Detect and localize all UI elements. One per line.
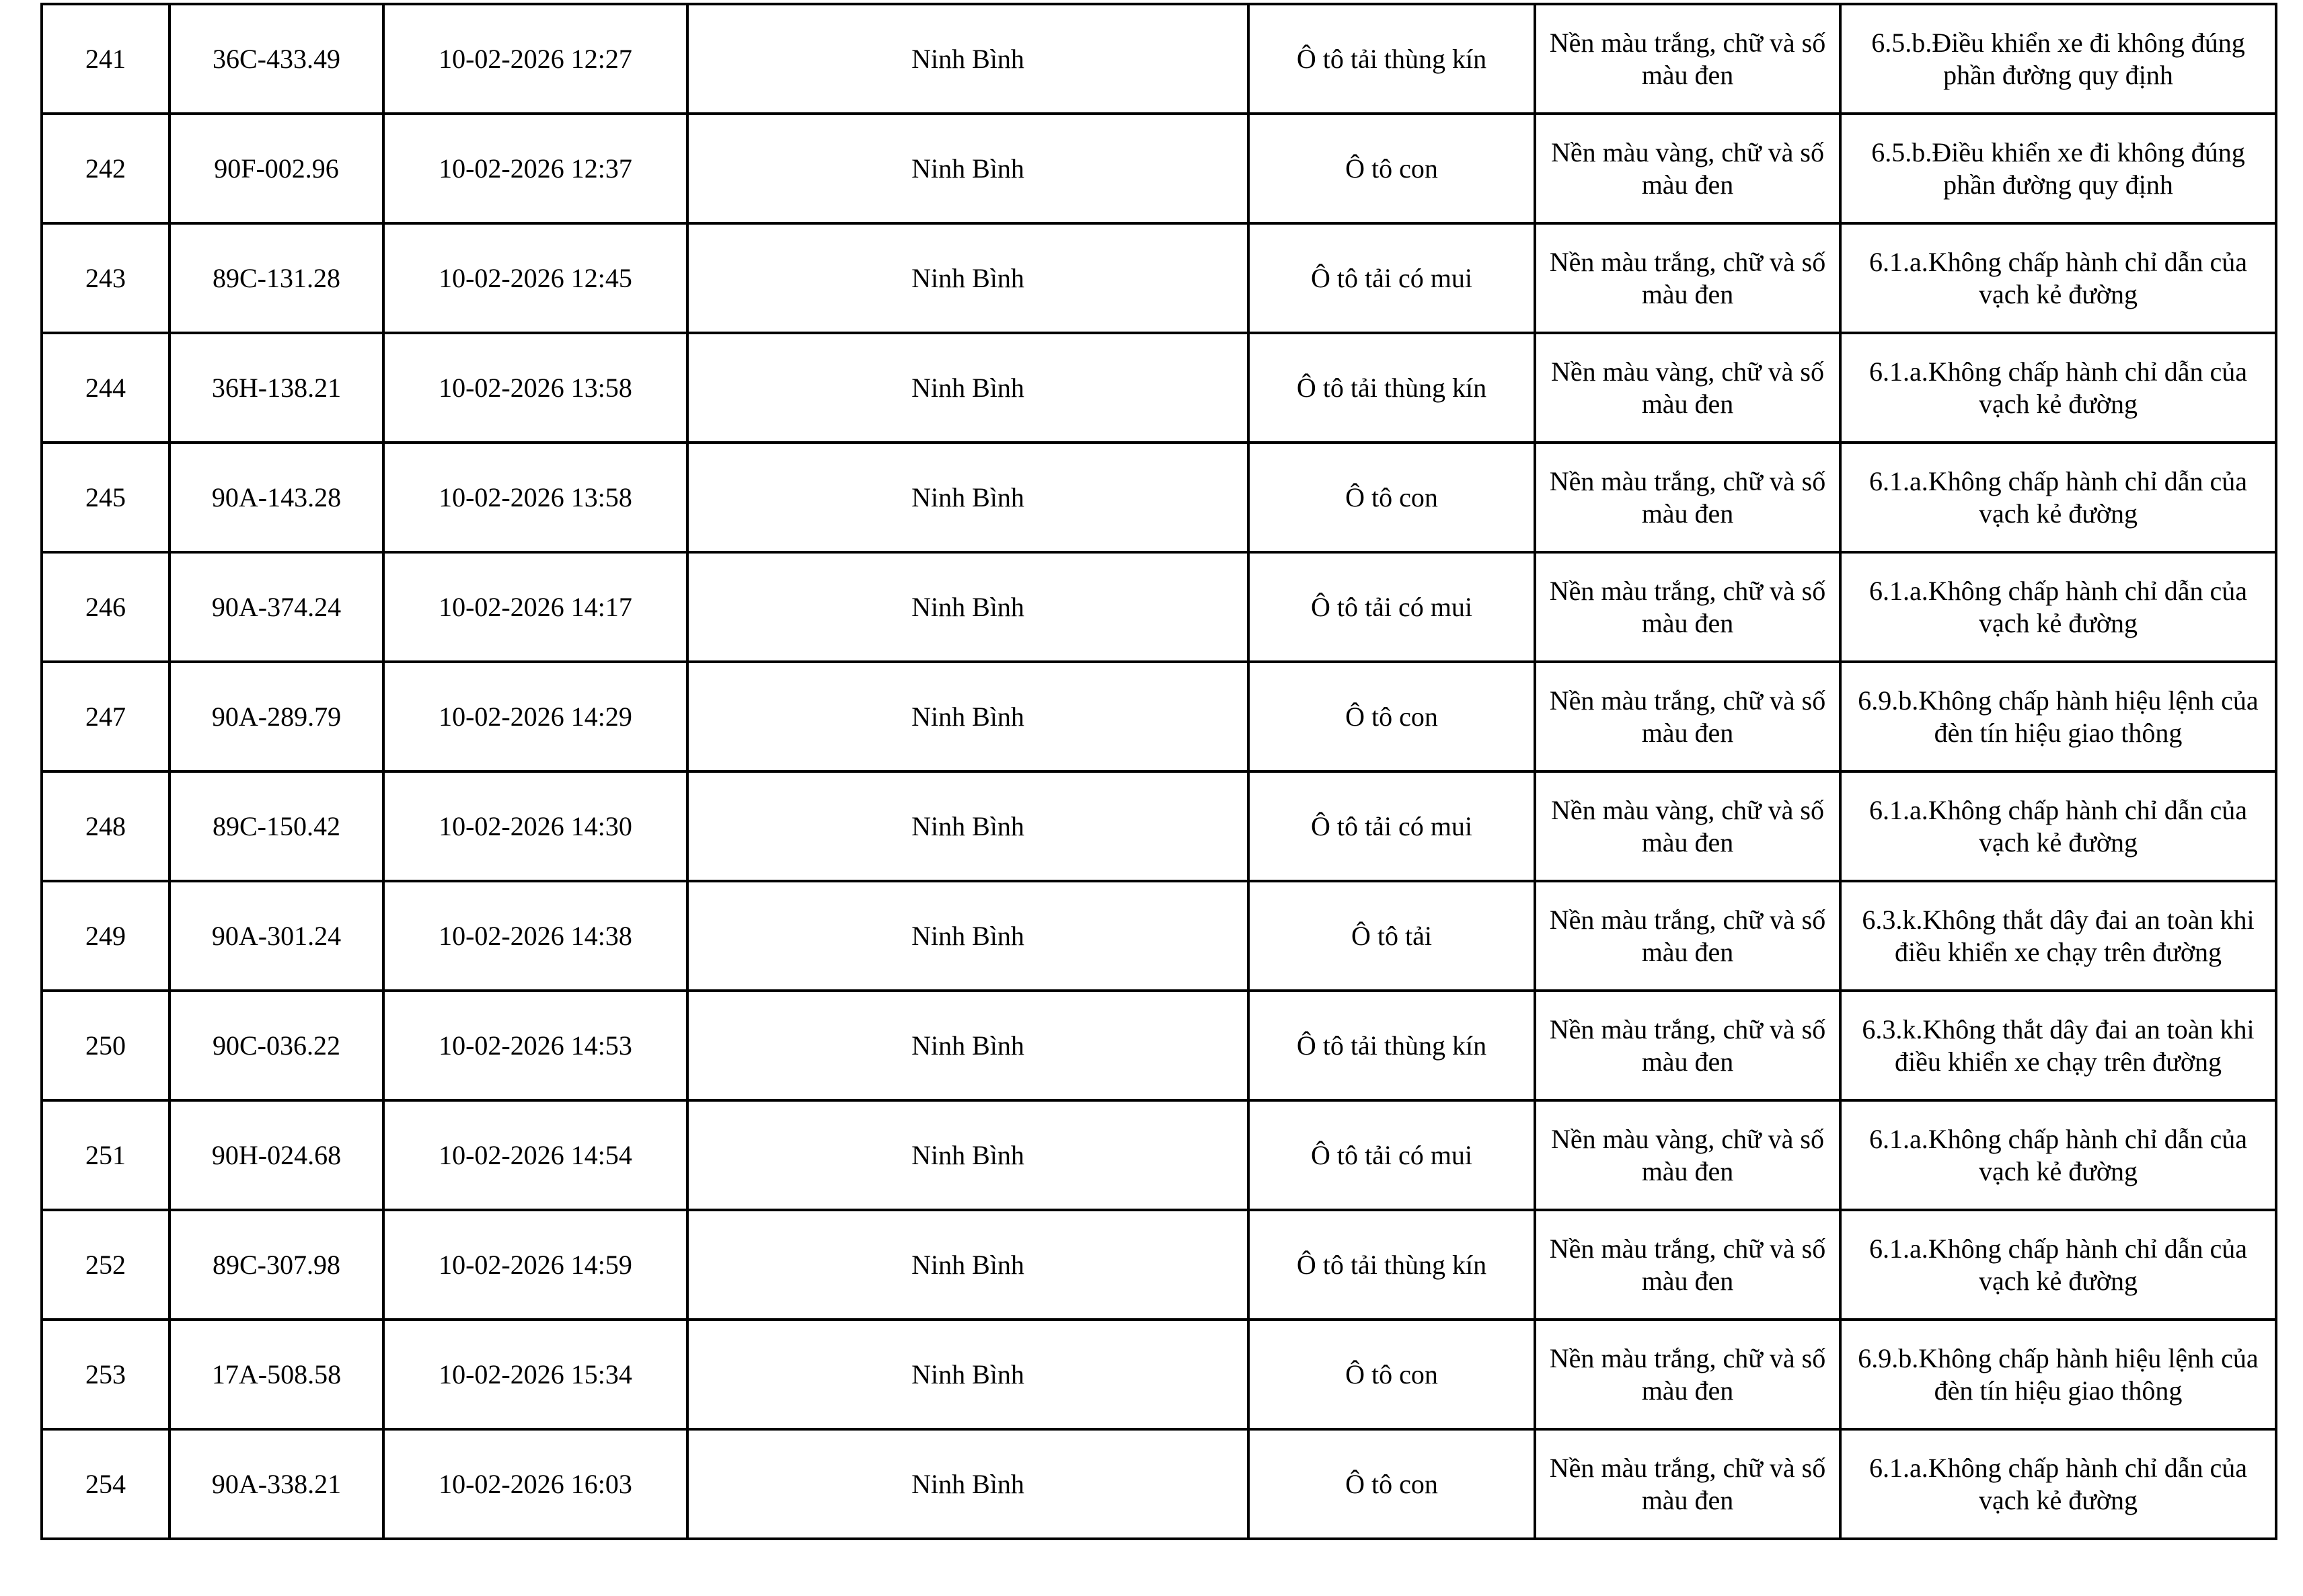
cell-time: 10-02-2026 14:29 bbox=[383, 662, 687, 771]
cell-stt: 243 bbox=[42, 223, 169, 333]
cell-stt: 245 bbox=[42, 443, 169, 552]
cell-vehicle-type: Ô tô con bbox=[1248, 662, 1535, 771]
cell-time: 10-02-2026 13:58 bbox=[383, 443, 687, 552]
table-row bbox=[42, 1210, 2276, 1320]
cell-plate-color: Nền màu vàng, chữ và số màu đen bbox=[1535, 771, 1840, 881]
cell-violation: 6.5.b.Điều khiển xe đi không đúng phần đường quy định bbox=[1840, 4, 2276, 114]
cell-time: 10-02-2026 12:27 bbox=[383, 4, 687, 114]
cell-location: Ninh Bình bbox=[687, 771, 1248, 881]
cell-license-plate: 90C-036.22 bbox=[169, 991, 383, 1100]
cell-vehicle-type: Ô tô tải thùng kín bbox=[1248, 333, 1535, 443]
table-row bbox=[42, 1100, 2276, 1210]
cell-violation: 6.9.b.Không chấp hành hiệu lệnh của đèn tín hiệu giao thông bbox=[1840, 1320, 2276, 1429]
cell-stt: 251 bbox=[42, 1100, 169, 1210]
cell-vehicle-type: Ô tô con bbox=[1248, 1429, 1535, 1539]
cell-vehicle-type: Ô tô tải thùng kín bbox=[1248, 1210, 1535, 1320]
cell-time: 10-02-2026 14:17 bbox=[383, 552, 687, 662]
cell-plate-color: Nền màu vàng, chữ và số màu đen bbox=[1535, 1100, 1840, 1210]
cell-location: Ninh Bình bbox=[687, 881, 1248, 991]
cell-time: 10-02-2026 14:54 bbox=[383, 1100, 687, 1210]
cell-license-plate: 90A-338.21 bbox=[169, 1429, 383, 1539]
table-row bbox=[42, 223, 2276, 333]
cell-violation: 6.1.a.Không chấp hành chỉ dẫn của vạch kẻ đường bbox=[1840, 1429, 2276, 1539]
cell-license-plate: 90A-289.79 bbox=[169, 662, 383, 771]
cell-stt: 252 bbox=[42, 1210, 169, 1320]
cell-time: 10-02-2026 14:38 bbox=[383, 881, 687, 991]
table-row bbox=[42, 881, 2276, 991]
cell-time: 10-02-2026 13:58 bbox=[383, 333, 687, 443]
cell-violation: 6.1.a.Không chấp hành chỉ dẫn của vạch kẻ đường bbox=[1840, 552, 2276, 662]
cell-location: Ninh Bình bbox=[687, 1320, 1248, 1429]
table-row bbox=[42, 114, 2276, 223]
cell-time: 10-02-2026 16:03 bbox=[383, 1429, 687, 1539]
cell-vehicle-type: Ô tô tải bbox=[1248, 881, 1535, 991]
cell-violation: 6.1.a.Không chấp hành chỉ dẫn của vạch kẻ đường bbox=[1840, 771, 2276, 881]
cell-violation: 6.3.k.Không thắt dây đai an toàn khi điều khiển xe chạy trên đường bbox=[1840, 881, 2276, 991]
violation-table-body bbox=[42, 4, 2276, 1539]
cell-location: Ninh Bình bbox=[687, 114, 1248, 223]
cell-vehicle-type: Ô tô tải thùng kín bbox=[1248, 4, 1535, 114]
cell-time: 10-02-2026 14:59 bbox=[383, 1210, 687, 1320]
cell-location: Ninh Bình bbox=[687, 333, 1248, 443]
cell-plate-color: Nền màu vàng, chữ và số màu đen bbox=[1535, 333, 1840, 443]
cell-stt: 242 bbox=[42, 114, 169, 223]
cell-plate-color: Nền màu trắng, chữ và số màu đen bbox=[1535, 662, 1840, 771]
table-row bbox=[42, 552, 2276, 662]
cell-plate-color: Nền màu trắng, chữ và số màu đen bbox=[1535, 4, 1840, 114]
cell-vehicle-type: Ô tô tải có mui bbox=[1248, 1100, 1535, 1210]
cell-vehicle-type: Ô tô tải thùng kín bbox=[1248, 991, 1535, 1100]
table-row bbox=[42, 991, 2276, 1100]
cell-stt: 247 bbox=[42, 662, 169, 771]
cell-stt: 253 bbox=[42, 1320, 169, 1429]
cell-violation: 6.1.a.Không chấp hành chỉ dẫn của vạch kẻ đường bbox=[1840, 1100, 2276, 1210]
cell-stt: 250 bbox=[42, 991, 169, 1100]
table-row bbox=[42, 1429, 2276, 1539]
cell-license-plate: 36C-433.49 bbox=[169, 4, 383, 114]
cell-violation: 6.9.b.Không chấp hành hiệu lệnh của đèn tín hiệu giao thông bbox=[1840, 662, 2276, 771]
cell-violation: 6.5.b.Điều khiển xe đi không đúng phần đường quy định bbox=[1840, 114, 2276, 223]
cell-stt: 254 bbox=[42, 1429, 169, 1539]
table-row bbox=[42, 771, 2276, 881]
cell-plate-color: Nền màu trắng, chữ và số màu đen bbox=[1535, 881, 1840, 991]
table-row bbox=[42, 333, 2276, 443]
cell-plate-color: Nền màu trắng, chữ và số màu đen bbox=[1535, 1320, 1840, 1429]
cell-location: Ninh Bình bbox=[687, 1429, 1248, 1539]
cell-violation: 6.3.k.Không thắt dây đai an toàn khi điều khiển xe chạy trên đường bbox=[1840, 991, 2276, 1100]
table-row bbox=[42, 1320, 2276, 1429]
cell-location: Ninh Bình bbox=[687, 443, 1248, 552]
cell-violation: 6.1.a.Không chấp hành chỉ dẫn của vạch kẻ đường bbox=[1840, 443, 2276, 552]
cell-license-plate: 90A-143.28 bbox=[169, 443, 383, 552]
cell-plate-color: Nền màu trắng, chữ và số màu đen bbox=[1535, 223, 1840, 333]
cell-time: 10-02-2026 14:30 bbox=[383, 771, 687, 881]
cell-violation: 6.1.a.Không chấp hành chỉ dẫn của vạch kẻ đường bbox=[1840, 1210, 2276, 1320]
cell-vehicle-type: Ô tô con bbox=[1248, 114, 1535, 223]
cell-license-plate: 90A-301.24 bbox=[169, 881, 383, 991]
cell-location: Ninh Bình bbox=[687, 1210, 1248, 1320]
cell-stt: 244 bbox=[42, 333, 169, 443]
cell-time: 10-02-2026 15:34 bbox=[383, 1320, 687, 1429]
cell-license-plate: 90A-374.24 bbox=[169, 552, 383, 662]
cell-stt: 246 bbox=[42, 552, 169, 662]
cell-plate-color: Nền màu trắng, chữ và số màu đen bbox=[1535, 1429, 1840, 1539]
cell-plate-color: Nền màu trắng, chữ và số màu đen bbox=[1535, 552, 1840, 662]
cell-license-plate: 89C-150.42 bbox=[169, 771, 383, 881]
table-row bbox=[42, 443, 2276, 552]
cell-license-plate: 17A-508.58 bbox=[169, 1320, 383, 1429]
table-row bbox=[42, 4, 2276, 114]
cell-time: 10-02-2026 12:45 bbox=[383, 223, 687, 333]
cell-vehicle-type: Ô tô con bbox=[1248, 1320, 1535, 1429]
cell-time: 10-02-2026 12:37 bbox=[383, 114, 687, 223]
cell-location: Ninh Bình bbox=[687, 991, 1248, 1100]
cell-violation: 6.1.a.Không chấp hành chỉ dẫn của vạch kẻ đường bbox=[1840, 223, 2276, 333]
cell-time: 10-02-2026 14:53 bbox=[383, 991, 687, 1100]
cell-plate-color: Nền màu trắng, chữ và số màu đen bbox=[1535, 443, 1840, 552]
cell-stt: 249 bbox=[42, 881, 169, 991]
table-row bbox=[42, 662, 2276, 771]
violation-table bbox=[40, 3, 2277, 1540]
cell-vehicle-type: Ô tô tải có mui bbox=[1248, 771, 1535, 881]
cell-vehicle-type: Ô tô tải có mui bbox=[1248, 223, 1535, 333]
cell-stt: 248 bbox=[42, 771, 169, 881]
cell-license-plate: 36H-138.21 bbox=[169, 333, 383, 443]
cell-location: Ninh Bình bbox=[687, 1100, 1248, 1210]
cell-vehicle-type: Ô tô con bbox=[1248, 443, 1535, 552]
cell-location: Ninh Bình bbox=[687, 552, 1248, 662]
cell-plate-color: Nền màu trắng, chữ và số màu đen bbox=[1535, 1210, 1840, 1320]
cell-license-plate: 89C-131.28 bbox=[169, 223, 383, 333]
cell-plate-color: Nền màu trắng, chữ và số màu đen bbox=[1535, 991, 1840, 1100]
cell-location: Ninh Bình bbox=[687, 223, 1248, 333]
cell-stt: 241 bbox=[42, 4, 169, 114]
cell-location: Ninh Bình bbox=[687, 4, 1248, 114]
cell-license-plate: 89C-307.98 bbox=[169, 1210, 383, 1320]
cell-violation: 6.1.a.Không chấp hành chỉ dẫn của vạch kẻ đường bbox=[1840, 333, 2276, 443]
cell-location: Ninh Bình bbox=[687, 662, 1248, 771]
cell-vehicle-type: Ô tô tải có mui bbox=[1248, 552, 1535, 662]
cell-plate-color: Nền màu vàng, chữ và số màu đen bbox=[1535, 114, 1840, 223]
cell-license-plate: 90H-024.68 bbox=[169, 1100, 383, 1210]
cell-license-plate: 90F-002.96 bbox=[169, 114, 383, 223]
